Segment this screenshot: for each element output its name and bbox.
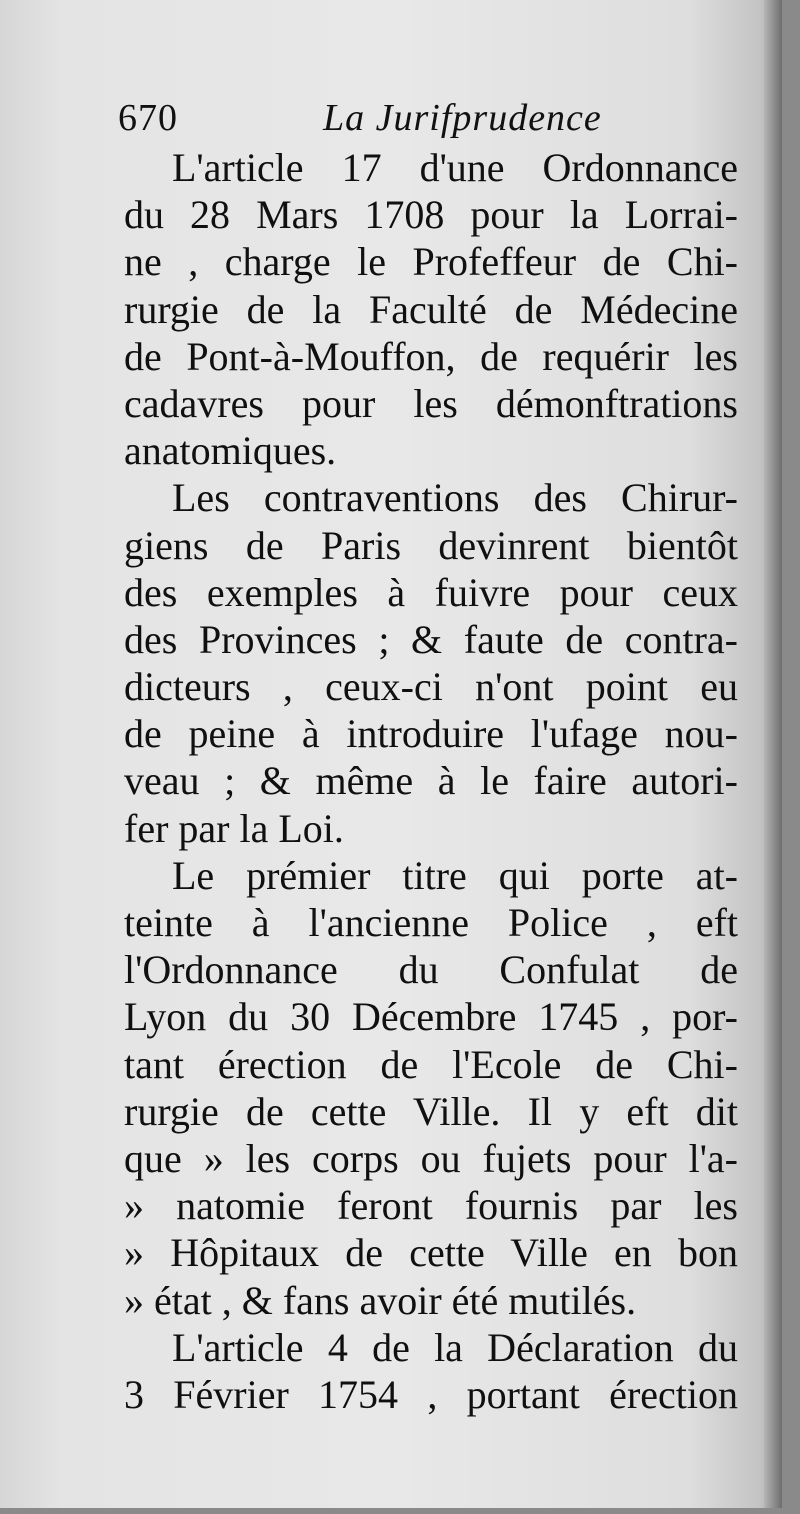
text-line: L'article 4 de la Déclaration du bbox=[172, 1324, 738, 1370]
text-line: » état , & fans avoir été mutilés. bbox=[124, 1277, 637, 1323]
text-line: teinte à l'ancienne Police , eft bbox=[124, 900, 738, 945]
text-line: Lyon du 30 Décembre 1745 , por- bbox=[124, 994, 738, 1040]
text-line: » Hôpitaux de cette Ville en bon bbox=[124, 1230, 738, 1276]
text-line: rurgie de cette Ville. Il y eft dit bbox=[124, 1088, 738, 1134]
text-line: l'Ordonnance du Confulat de bbox=[124, 947, 738, 993]
text-line: L'article 17 d'une Ordonnance bbox=[172, 145, 738, 190]
text-line: des Provinces ; & faute de contra- bbox=[124, 616, 738, 662]
paragraph bbox=[124, 474, 738, 852]
text-line: cadavres pour les démonftrations bbox=[124, 380, 738, 426]
body-text bbox=[124, 144, 738, 1418]
text-line: des exemples à fuivre pour ceux bbox=[124, 569, 738, 615]
text-line: Le prémier titre qui porte at- bbox=[172, 852, 738, 898]
text-line: 3 Février 1754 , portant érection bbox=[124, 1371, 738, 1417]
paragraph bbox=[124, 852, 738, 1324]
text-line: de peine à introduire l'ufage nou- bbox=[124, 711, 738, 757]
running-head bbox=[118, 96, 738, 144]
page-number: 670 bbox=[118, 97, 178, 139]
text-line: » natomie feront fournis par les bbox=[124, 1183, 738, 1229]
paragraph bbox=[124, 144, 738, 474]
running-title: La Jurifprudence bbox=[323, 97, 602, 139]
text-line: veau ; & même à le faire autori- bbox=[124, 758, 738, 804]
text-line: anatomiques. bbox=[124, 428, 337, 474]
text-line: fer par la Loi. bbox=[124, 805, 344, 851]
text-line: que » les corps ou fujets pour l'a- bbox=[124, 1135, 738, 1181]
text-line: ne , charge le Profeffeur de Chi- bbox=[124, 239, 738, 285]
page-edge-shadow bbox=[764, 0, 782, 1508]
text-line: giens de Paris devinrent bientôt bbox=[124, 522, 738, 568]
text-line: rurgie de la Faculté de Médecine bbox=[124, 286, 738, 332]
text-line: du 28 Mars 1708 pour la Lorrai- bbox=[124, 192, 738, 238]
text-line: Les contraventions des Chirur- bbox=[172, 475, 738, 521]
paragraph bbox=[124, 1324, 738, 1418]
text-line: dicteurs , ceux-ci n'ont point eu bbox=[124, 664, 738, 710]
text-line: tant érection de l'Ecole de Chi- bbox=[124, 1041, 738, 1087]
text-line: de Pont-à-Mouffon, de requérir les bbox=[124, 333, 738, 379]
